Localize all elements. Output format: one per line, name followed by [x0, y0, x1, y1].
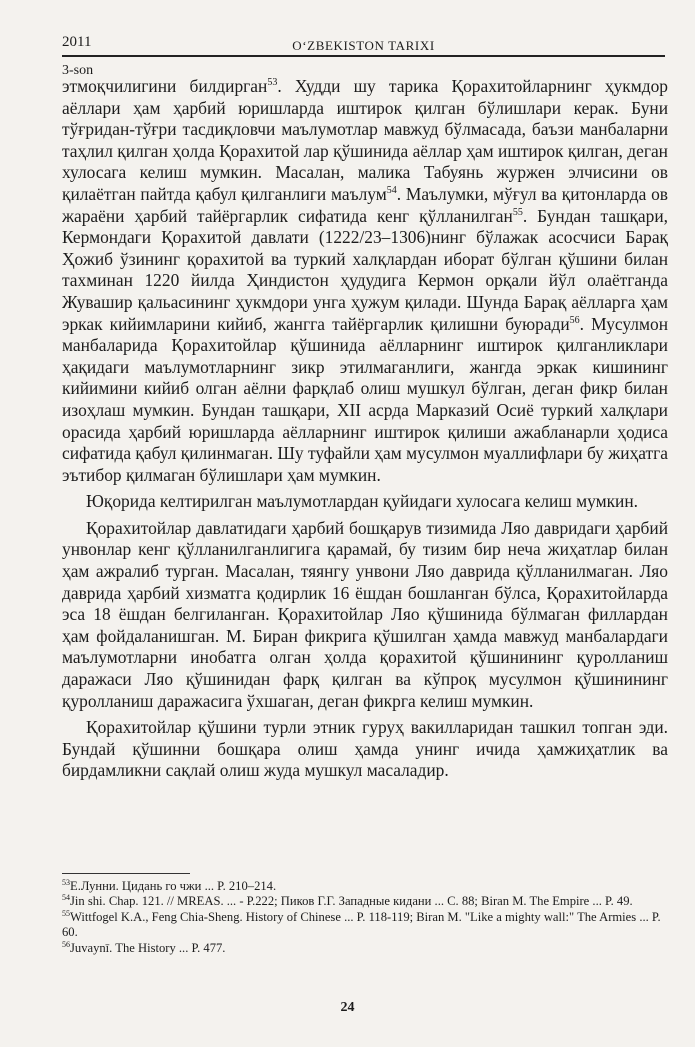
footnote-ref: 56 [569, 314, 580, 326]
footnote-ref: 53 [267, 77, 278, 89]
header-year: 2011 [62, 34, 92, 50]
footnote-text: Е.Лунни. Цидань го чжи ... Р. 210–214. [70, 879, 277, 893]
footnote-text: Jin shi. Chap. 121. // MREAS. ... - Р.222; Пиков Г.Г. Западные кидани ... С. 88; Biran M. The Empire ... P. 49. [70, 894, 633, 909]
paragraph-text: Қорахитойлар давлатидаги ҳарбий бошқарув тизимида Ляо давридаги ҳарбий унвонлар кенг қўлланилганлигига қарамай, бу тизим бир неча жиҳатлар билан ҳам ажралиб турган. Масалан, тяянгу унвони Ляо даврида қўлланилмаган. Ляо даврида ҳарбий хизматга қодирлик 16 ёшдан бошланган бўлса, Қорахитойларда эса 18 ёшдан белгиланган. Қорахитойлар Ляо қўшинида бўлмаган филлардан ҳам фойдаланишган. М. Биран фикрига қўшилган ҳамда мавжуд манбалардаги маълумотларни инобатга олган ҳолда қорахитой қўшинининг қуролланиш даражаси Ляо қўшинидан фарқ қилган ва кўпроқ мусулмон қўшинининг қуролланиш даражасига ўхшаган, деган фикрга келиш мумкин. [62, 517, 668, 711]
footnote-text: Wittfogel K.A., Feng Chia-Sheng. History of Chinese ... P. 118-119; Biran M. "Like a mighty wall:" The Armies ... P. 60. [62, 909, 661, 940]
body-paragraph [62, 717, 668, 782]
paragraph-text: . Бундан ташқари, Кермондаги Қорахитой давлати (1222/23–1306)нинг бўлажак асосчиси Барақ Ҳожиб ўзининг қорахитой ва туркий халқлардан иборат бўлган қўшини билан тахминан 1220 йилда Ҳиндистон ҳудудига Кермон орқали йўл олаётганда Жувашир қальасининг ҳукмдори унга ҳужум қилади. Шунда Барақ аёлларга ҳам эркак кийимларини кийиб, жангга тайёргарлик қилишни буюради [62, 205, 668, 334]
paragraph-text: . Мусулмон манбаларида Қорахитойлар қўшинида аёлларнинг иштирок қилганликлари ҳақидаги маълумотларнинг зикр этилмаганлиги, жангда эркак кишининг кийимини кийиб олган аёлни фарқлаб олиш мушкул бўлган, деган фикр билан изоҳлаш мумкин. Бундан ташқари, XII асрда Марказий Осиё туркий халқлари орасида ҳарбий юришларда аёлларнинг иштирок қилиши ажабланарли ҳодиса сифатида қабул қилинмаган. Шу туфайли ҳам мусулмон муаллифлари бу жиҳатга эътибор қилмаган бўлишлари ҳам мумкин. [62, 313, 668, 485]
footnotes [62, 879, 668, 956]
running-header [62, 34, 665, 56]
footnote-ref: 55 [512, 206, 523, 218]
footnote-number: 55 [62, 908, 70, 918]
footnote-item [62, 910, 668, 941]
header-issue: 3-son [62, 63, 94, 78]
page-number: 24 [340, 1000, 355, 1015]
footnote-item [62, 941, 668, 956]
footnote-ref: 54 [386, 185, 397, 197]
footnote-number: 56 [62, 939, 70, 949]
footnote-item [62, 894, 668, 909]
footnote-number: 53 [62, 877, 70, 887]
paragraph-text: Юқорида келтирилган маълумотлардан қуйидаги хулосага келиш мумкин. [86, 491, 638, 512]
paragraph-text: . Худди шу тарика Қорахитойларнинг ҳукмдор аёллари ҳам ҳарбий юришларда иштирок қилган бўлишлари керак. Буни тўғридан-тўғри тасдиқловчи маълумотлар мавжуд бўлмасада, баъзи манбаларни таҳлил қилган ҳолда Қорахитой лар қўшинида аёллар ҳам иштирок қилган, деган хулосага келиш мумкин. Масалан, малика Табуянь журжен элчисини ов қилаётган пайтда қабул қилганлиги маълум [62, 76, 668, 204]
header-journal-title: O‘ZBEKISTON TARIXI [292, 38, 435, 53]
paragraph-text: Қорахитойлар қўшини турли этник гуруҳ вакилларидан ташкил топган эди. Бундай қўшинни бошқара олиш ҳамда унинг ичида ҳамжиҳатлик ва бирдамликни сақлай олиш жуда мушкул масаладир. [62, 717, 668, 781]
footnote-number: 54 [62, 893, 70, 903]
footnote-item [62, 879, 668, 894]
body-paragraph [62, 491, 668, 513]
paragraph-text: этмоқчилигини билдирган [62, 76, 268, 96]
body-paragraph [62, 518, 668, 712]
header-rule [62, 55, 665, 57]
paragraph-text: . Маълумки, мўғул ва қитонларда ов жараёни ҳарбий тайёргарлик сифатида кенг қўлланилган [62, 183, 668, 226]
footnote-rule [62, 873, 190, 874]
article-body [62, 76, 668, 782]
body-paragraph [62, 76, 668, 486]
footnote-text: Juvaynī. The History ... P. 477. [70, 940, 226, 955]
